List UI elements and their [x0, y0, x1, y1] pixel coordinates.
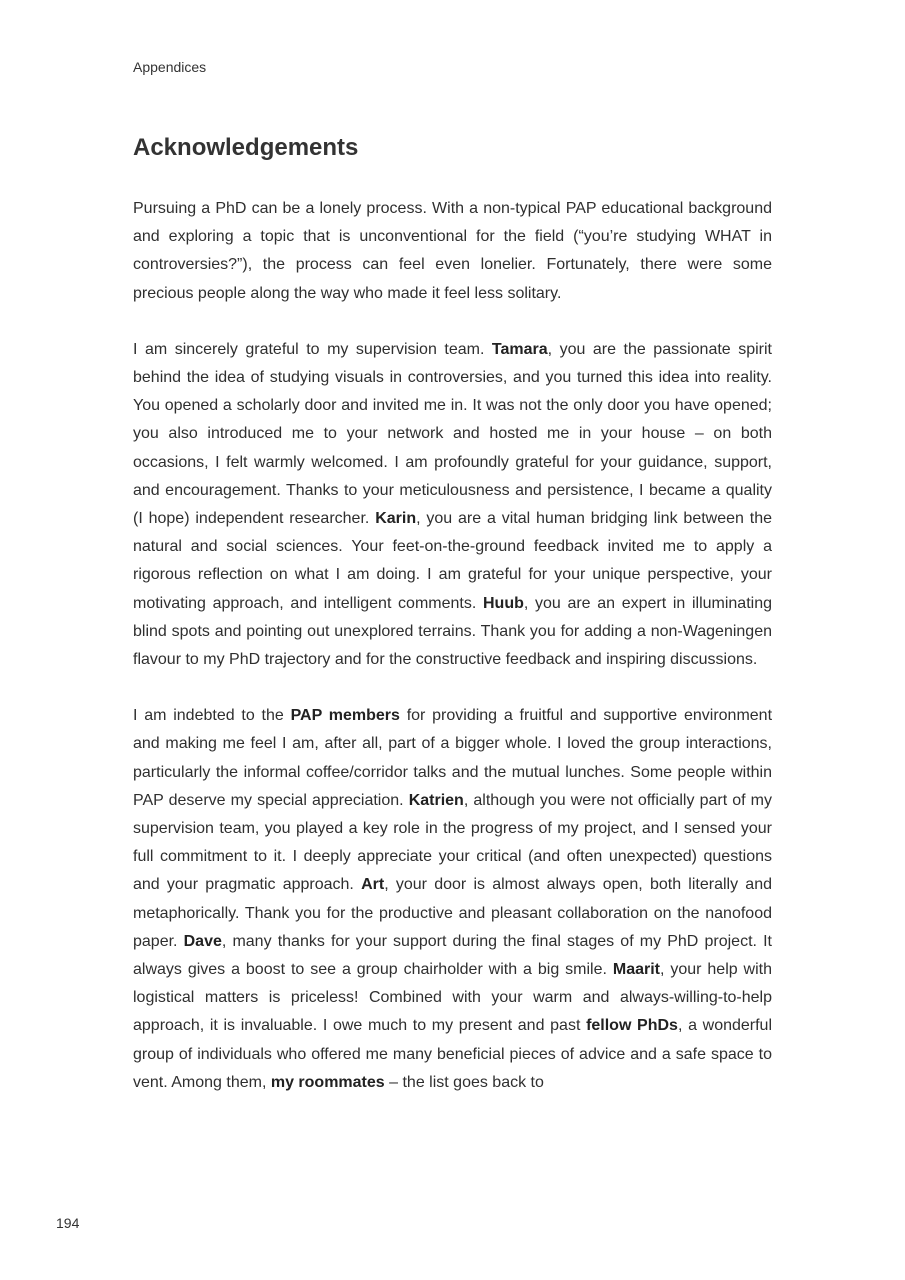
text-run: , your door is almost always open, both literally and metaphorically. Thank you for the productive and pleasant collaboration on the nanofood paper. [133, 876, 773, 950]
bold-name: Katrien [408, 791, 464, 809]
page-title: Acknowledgements [133, 134, 359, 161]
bold-name: fellow PhDs [586, 1017, 678, 1035]
paragraph-intro [133, 195, 772, 308]
bold-name: Huub [482, 594, 524, 612]
paragraph-pap-members [133, 702, 772, 1097]
page-number: 194 [56, 1215, 80, 1231]
bold-name: Karin [375, 510, 417, 528]
bold-name: Art [361, 876, 385, 894]
text-run: , you are the passionate spirit behind the idea of studying visuals in controversies, and you turned this idea into reality. You opened a scholarly door and invited me in. It was not the only door you have opened; you also introduced me to your network and hosted me in your house – on both occasions, I felt warmly welcomed. I am profoundly grateful for your guidance, support, and encouragement. Thanks to your meticulousness and persistence, I became a quality (I hope) independent researcher. [133, 340, 772, 528]
bold-name: Maarit [612, 961, 660, 979]
text-run: , you are a vital human bridging link between the natural and social sciences. Your feet-on-the-ground feedback invited me to apply a rigorous reflection on what I am doing. I am grateful for your unique perspective, your motivating approach, and intelligent comments. [133, 510, 772, 612]
bold-name: PAP members [290, 707, 400, 725]
bold-name: Dave [183, 932, 222, 950]
text-run: , a wonderful group of individuals who offered me many beneficial pieces of advice and a safe space to vent. Among them, [133, 1017, 773, 1091]
body-text [133, 195, 772, 1125]
text-run: Pursuing a PhD can be a lonely process. With a non-typical PAP educational background and exploring a topic that is unconventional for the field (“you’re studying WHAT in controversies?”), the process can feel even lonelier. Fortunately, there were some precious people along the way who made it feel less solitary. [133, 200, 772, 302]
text-run: , you are an expert in illuminating blind spots and pointing out unexplored terrains. Thank you for adding a non-Wageningen flavour to my PhD trajectory and for the constructive feedback and inspiring discussions. [133, 594, 773, 669]
bold-name: my roommates [270, 1073, 385, 1091]
running-head: Appendices [133, 59, 207, 75]
bold-name: Tamara [491, 340, 548, 358]
paragraph-supervision-team [133, 336, 772, 674]
text-run: – the list goes back to [384, 1073, 544, 1091]
text-run: , your help with logistical matters is priceless! Combined with your warm and always-willing-to-help approach, it is invaluable. I owe much to my present and past [133, 961, 773, 1035]
text-run: , many thanks for your support during the final stages of my PhD project. It always gives a boost to see a group chairholder with a big smile. [133, 932, 772, 979]
text-run: , although you were not officially part of my supervision team, you played a key role in the progress of my project, and I sensed your full commitment to it. I deeply appreciate your critical (and often unexpected) questions and your pragmatic approach. [133, 791, 773, 894]
text-run: I am indebted to the [133, 707, 291, 725]
text-run: for providing a fruitful and supportive environment and making me feel I am, after all, part of a bigger whole. I loved the group interactions, particularly the informal coffee/corridor talks and the mutual lunches. Some people within PAP deserve my special appreciation. [133, 707, 773, 809]
text-run: I am sincerely grateful to my supervision team. [133, 340, 492, 358]
